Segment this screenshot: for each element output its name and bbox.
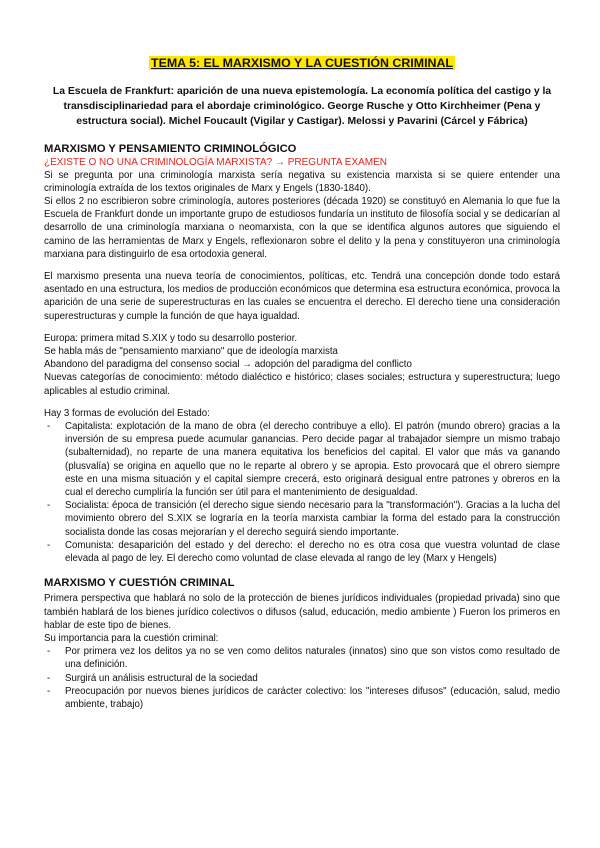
text-line: Abandono del paradigma del consenso social → adopción del paradigma del conflicto <box>44 359 412 371</box>
list-item: - Preocupación por nuevos bienes jurídicos de carácter colectivo: los "intereses difusos" (educación, salud, medio ambiente, trabajo) <box>44 685 560 711</box>
text-line: Nuevas categorías de conocimiento: método dialéctico e histórico; clases sociales; estructura y superestructura; luego aplicables al estudio criminal. <box>44 372 560 397</box>
importance-list <box>44 645 560 711</box>
paragraph: El marxismo presenta una nueva teoría de conocimientos, políticas, etc. Tendrá una concepción donde todo estará asentado en una estructura, los medios de producción económicos que determina esa estructura económica, provoca la aparición de una serie de superestructuras en las cuales se encuentra el derecho. El derecho tiene una consideración superestructuras y cumple la función de que haya igualdad. <box>44 271 560 322</box>
document-title: TEMA 5: EL MARXISMO Y LA CUESTIÓN CRIMINAL <box>151 56 453 70</box>
list-item: - Capitalista: explotación de la mano de obra (el derecho contribuye a ello). El patrón (mundo obrero) gracias a la inversión de su empresa puede acumular ganancias. Pero decide pagar al trabajador siempre un mismo trabajo (subalternidad), no reparte de una manera equitativa los beneficios del capital. El valor que más va ganando (plusvalía) se origina en aquello que no le reparte al obrero y se apropia. Esto provocará que el obrero siempre este en una misma situación y el capital siempre crecerá, esto originará desigual entre patrones y obreros en la cual el derecho cumpliría la función ser útil para el mantenimiento de desigualdad. <box>44 420 560 499</box>
list-item: - Socialista: época de transición (el derecho sigue siendo necesario para la "transformación"). Gracias a la lucha del movimiento obrero del S.XIX se lograría en la teoría marxista cambiar la forma del estado para la construcción socialista donde las cosas mejorarían y el derecho seguirá siendo importante. <box>44 499 560 539</box>
section-heading-marxismo-cuestion: MARXISMO Y CUESTIÓN CRIMINAL <box>44 577 235 590</box>
exam-question-note: ¿EXISTE O NO UNA CRIMINOLOGÍA MARXISTA? → PREGUNTA EXAMEN <box>44 156 388 168</box>
text-line: Europa: primera mitad S.XIX y todo su desarrollo posterior. <box>44 332 298 344</box>
forms-list <box>44 420 560 565</box>
document-subtitle: La Escuela de Frankfurt: aparición de una nueva epistemología. La economía política del castigo y la transdisciplinariedad para el abordaje criminológico. George Rusche y Otto Kirchheimer (Pena y estructura social). Michel Foucault (Vigilar y Castigar). Melossi y Pavarini (Cárcel y Fábrica) <box>52 86 552 128</box>
forms-intro: Hay 3 formas de evolución del Estado: <box>44 407 210 419</box>
section-heading-marxismo-pensamiento: MARXISMO Y PENSAMIENTO CRIMINOLÓGICO <box>44 142 297 155</box>
list-item: - Comunista: desaparición del estado y del derecho: el derecho no es otra cosa que vuestra voluntad de clase elevada al pago de ley. El derecho como voluntad de clase elevada al rango de ley (Marx y Hengels) <box>44 539 560 565</box>
importance-intro: Su importancia para la cuestión criminal: <box>44 632 219 644</box>
paragraph: Primera perspectiva que hablará no solo de la protección de bienes jurídicos individuales (propiedad privada) sino que también hablará de los bienes jurídico colectivos o difusos (salud, educación, medio ambiente ) Fueron los primeros en hablar de este tipo de bienes. <box>44 593 560 631</box>
document-page <box>44 56 560 711</box>
text-line: Se habla más de "pensamiento marxiano" que de ideología marxista <box>44 346 338 358</box>
list-item: - Surgirá un análisis estructural de la sociedad <box>44 672 560 685</box>
paragraph: Si ellos 2 no escribieron sobre criminología, autores posteriores (década 1920) se constituyó en Alemania lo que fue la Escuela de Frankfurt donde un importante grupo de estudiosos fundaría un instituto de filosofía social y se dedicarían al desarrollo de una criminología marxiana o neomarxista, con la que se identifica algunos autores que siguiendo el camino de las herramientas de Marx y Engels, reflexionaron sobre el delito y la pena y constituyeron una criminología marxiana para distinguirlo de esa ortodoxia general. <box>44 196 560 260</box>
paragraph: Si se pregunta por una criminología marxista sería negativa su existencia marxista si se quiere entender una criminología extraída de los textos originales de Marx y Engels (1830-1840). <box>44 169 560 194</box>
list-item: - Por primera vez los delitos ya no se ven como delitos naturales (innatos) sino que son vistos como resultado de una definición. <box>44 645 560 671</box>
